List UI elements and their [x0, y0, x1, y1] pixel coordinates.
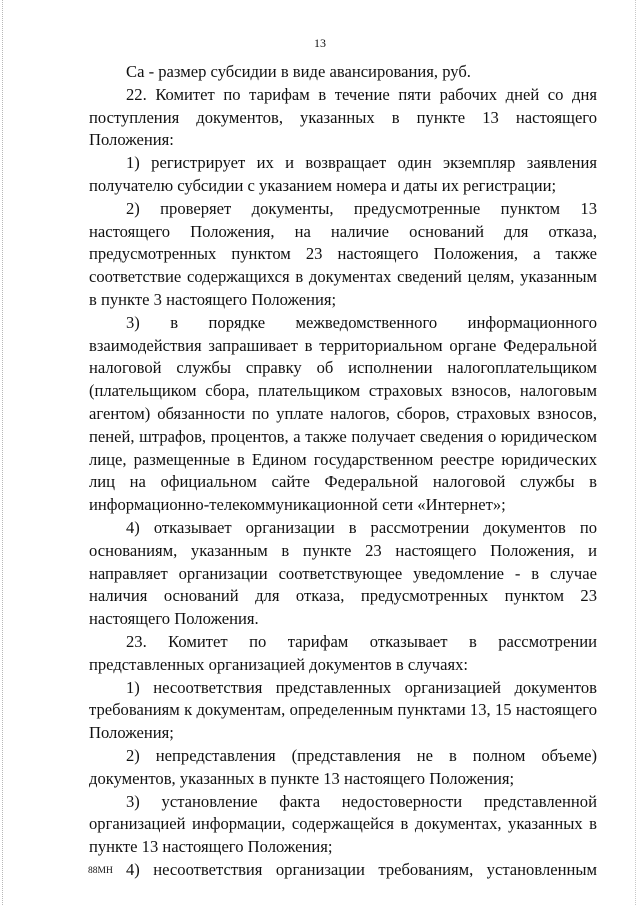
page-number: 13: [314, 36, 326, 50]
paragraph-23-item-3: 3) установление факта недостоверности представленной организацией информации, содержащейся в документах, указанных в пункте 13 настоящего Положения;: [89, 791, 597, 857]
document-body: [89, 61, 597, 882]
scan-edge-right: [635, 0, 637, 905]
paragraph-23-item-2: 2) непредставления (представления не в полном объеме) документов, указанных в пункте 13 настоящего Положения;: [89, 745, 597, 788]
paragraph-22-item-2: 2) проверяет документы, предусмотренные пунктом 13 настоящего Положения, на наличие оснований для отказа, предусмотренных пунктом 23 настоящего Положения, а также соответствие содержащихся в документах сведений целям, указанным в пункте 3 настоящего Положения;: [89, 198, 597, 309]
paragraph-23-item-4: 4) несоответствия организации требованиям, установленным: [126, 859, 597, 879]
paragraph-22-item-3: 3) в порядке межведомственного информационного взаимодействия запрашивает в территориальном органе Федеральной налоговой службы справку об исполнении налогоплательщиком (плательщиком сбора, плательщиком страховых взносов, налоговым агентом) обязанности по уплате налогов, сборов, страховых взносов, пеней, штрафов, процентов, а также получает сведения о юридическом лице, размещенные в Едином государственном реестре юридических лиц на официальном сайте Федеральной налоговой службы в информационно-телекоммуникационной сети «Интернет»;: [89, 312, 597, 515]
paragraph-22-item-4: 4) отказывает организации в рассмотрении документов по основаниям, указанным в пункте 23 настоящего Положения, и направляет организации соответствующее уведомление - в случае наличия оснований для отказа, предусмотренных пунктом 23 настоящего Положения.: [89, 517, 597, 629]
paragraph-22: 22. Комитет по тарифам в течение пяти рабочих дней со дня поступления документов, указанных в пункте 13 настоящего Положения:: [89, 84, 597, 150]
scan-edge-left: [2, 0, 4, 905]
footer-code: 88МН: [88, 866, 113, 876]
paragraph-formula-definition: Са - размер субсидии в виде авансирования, руб.: [126, 62, 471, 81]
paragraph-22-item-1: 1) регистрирует их и возвращает один экземпляр заявления получателю субсидии с указанием номера и даты их регистрации;: [89, 153, 597, 195]
paragraph-23-item-1: 1) несоответствия представленных организацией документов требованиям к документам, определенным пунктами 13, 15 настоящего Положения;: [89, 677, 597, 743]
paragraph-23: 23. Комитет по тарифам отказывает в рассмотрении представленных организацией документов в случаях:: [89, 631, 597, 674]
